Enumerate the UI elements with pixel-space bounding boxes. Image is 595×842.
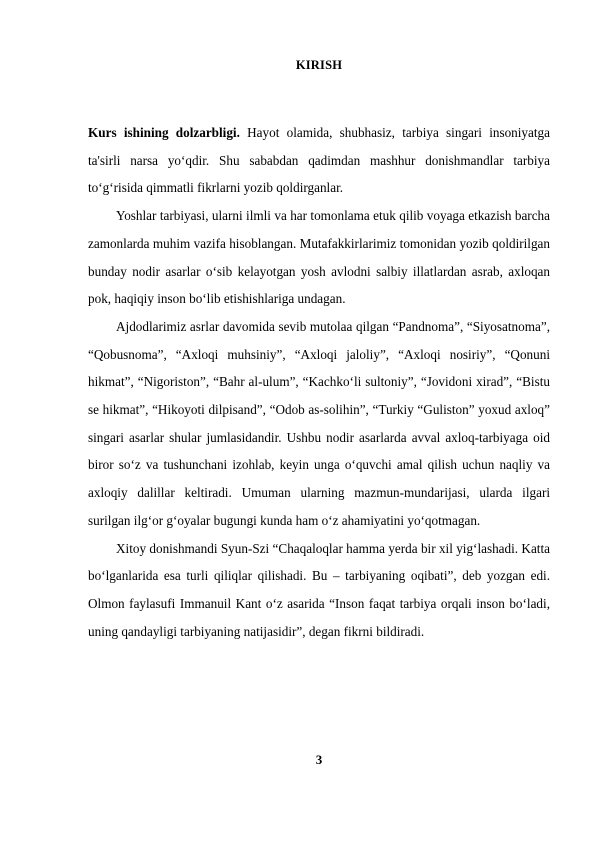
paragraph-lead-heading: Kurs ishining dolzarbligi. bbox=[88, 125, 240, 140]
paragraph-text: Hayot olamida, shubhasiz, tarbiya singari insoniyatga ta'sirli narsa yo‘qdir. Shu sababdan qadimdan mashhur donishmandlar tarbiya to‘g‘risida qimmatli fikrlarni yozib qoldirganlar. bbox=[88, 125, 550, 196]
paragraph-youth-education: Yoshlar tarbiyasi, ularni ilmli va har tomonlama etuk qilib voyaga etkazish barcha zamonlarda muhim vazifa hisoblangan. Mutafakkirlarimiz tomonidan yozib qoldirilgan bunday nodir asarlar o‘sib kelayotgan yosh avlodni salbiy illatlardan asrab, axloqan pok, haqiqiy inson bo‘lib etishishlariga undagan. bbox=[88, 208, 550, 307]
paragraph-ancestors-works: Ajdodlarimiz asrlar davomida sevib mutolaa qilgan “Pandnoma”, “Siyosatnoma”, “Qobusnoma”, “Axloqi muhsiniy”, “Axloqi jaloliy”, “Axloqi nosiriy”, “Qonuni hikmat”, “Nigoriston”, “Bahr al-ulum”, “Kachko‘li sultoniy”, “Jovidoni xirad”, “Bistu se hikmat”, “Hikoyoti dilpisand”, “Odob as-solihin”, “Turkiy “Guliston” yoxud axloq” singari asarlar shular jumlasidandir. Ushbu nodir asarlarda avval axloq-tarbiyaga oid biror so‘z va tushunchani izohlab, keyin unga o‘quvchi amal qilish uchun naqliy va axloqiy dalillar keltiradi. Umuman ularning mazmun-mundarijasi, ularda ilgari surilgan ilg‘or g‘oyalar bugungi kunda ham o‘z ahamiyatini yo‘qotmagan. bbox=[88, 318, 550, 528]
paragraph-relevance bbox=[88, 119, 550, 202]
paragraph-philosophers-quotes: Xitoy donishmandi Syun-Szi “Chaqaloqlar hamma yerda bir xil yig‘lashadi. Katta bo‘lganlarida esa turli qiliqlar qilishadi. Bu – tarbiyaning oqibati”, deb yozgan edi. Olmon faylasufi Immanuil Kant o‘z asarida “Inson faqat tarbiya orqali inson bo‘ladi, uning qandayligi tarbiyaning natijasidir”, degan fikrni bildiradi. bbox=[88, 540, 550, 639]
body-text bbox=[88, 119, 550, 645]
page-number: 3 bbox=[315, 752, 323, 767]
page-title: KIRISH bbox=[295, 58, 343, 72]
